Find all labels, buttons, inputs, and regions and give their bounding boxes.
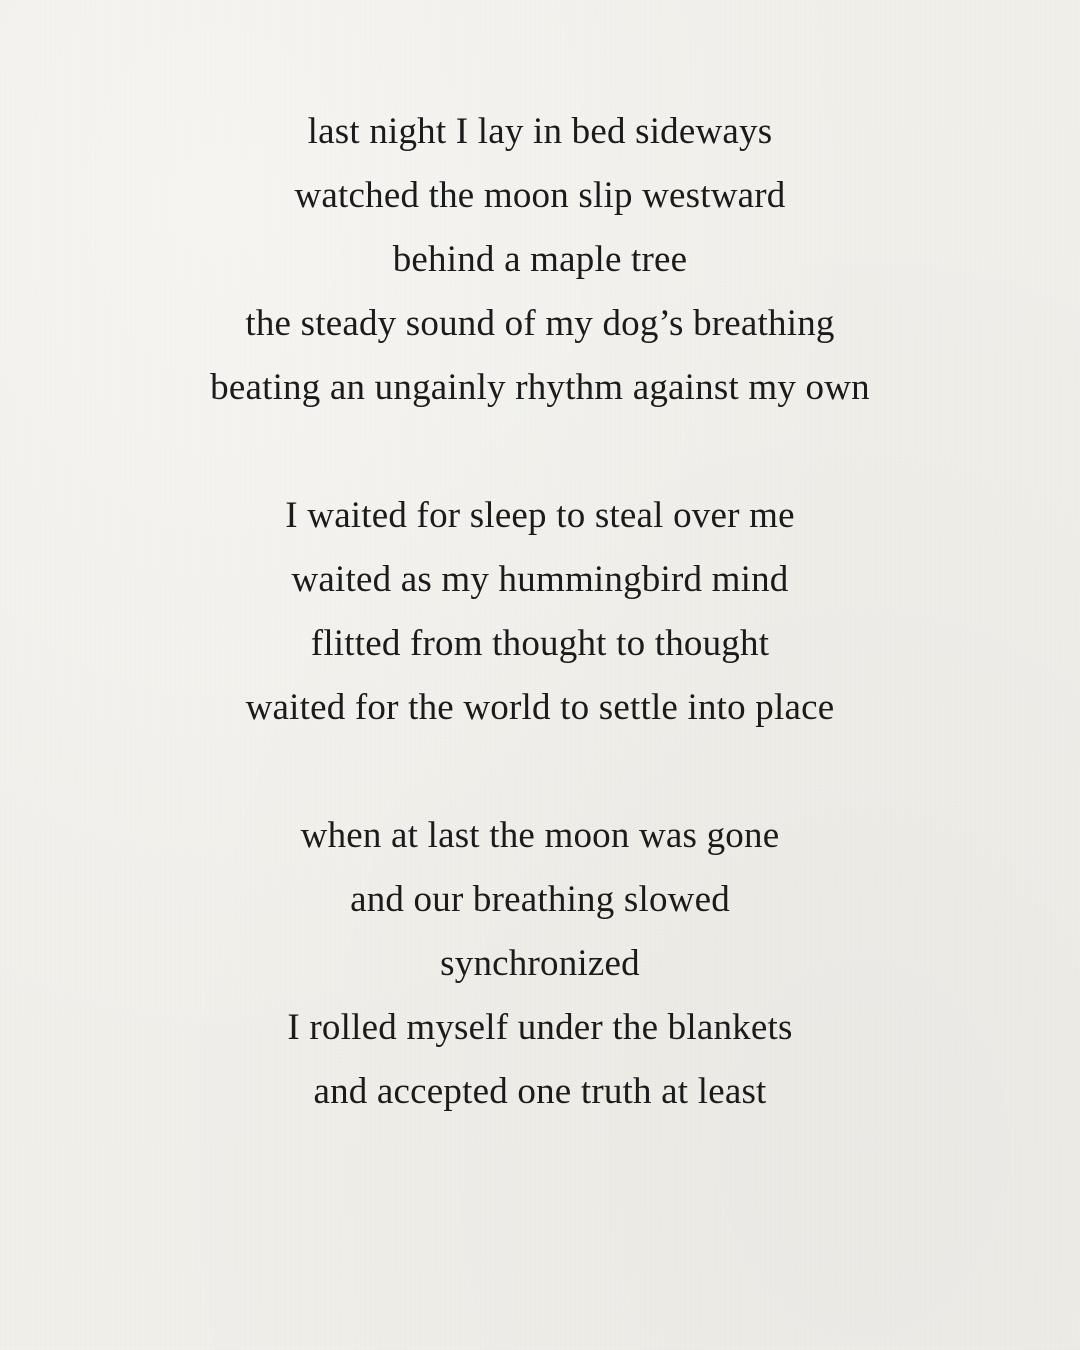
poem-line: I rolled myself under the blankets bbox=[287, 1007, 793, 1048]
poem-line: beating an ungainly rhythm against my own bbox=[210, 367, 870, 408]
poem-line: watched the moon slip westward bbox=[294, 175, 786, 216]
poem-line: waited as my hummingbird mind bbox=[291, 559, 789, 600]
poem-line: when at last the moon was gone bbox=[300, 815, 780, 856]
poem-line: I waited for sleep to steal over me bbox=[285, 495, 795, 536]
poem-line: behind a maple tree bbox=[392, 239, 688, 280]
poem-line: synchronized bbox=[440, 943, 640, 984]
poem-line: last night I lay in bed sideways bbox=[307, 111, 773, 152]
poem-line: the steady sound of my dog’s breathing bbox=[245, 303, 835, 344]
stanza-3 bbox=[0, 804, 1080, 1124]
poem-line: waited for the world to settle into place bbox=[245, 687, 835, 728]
poem-line: and accepted one truth at least bbox=[313, 1071, 767, 1112]
stanza-1 bbox=[0, 100, 1080, 420]
poem-line: and our breathing slowed bbox=[350, 879, 730, 920]
poem-line: flitted from thought to thought bbox=[310, 623, 770, 664]
poem bbox=[0, 100, 1080, 1124]
stanza-2 bbox=[0, 484, 1080, 740]
